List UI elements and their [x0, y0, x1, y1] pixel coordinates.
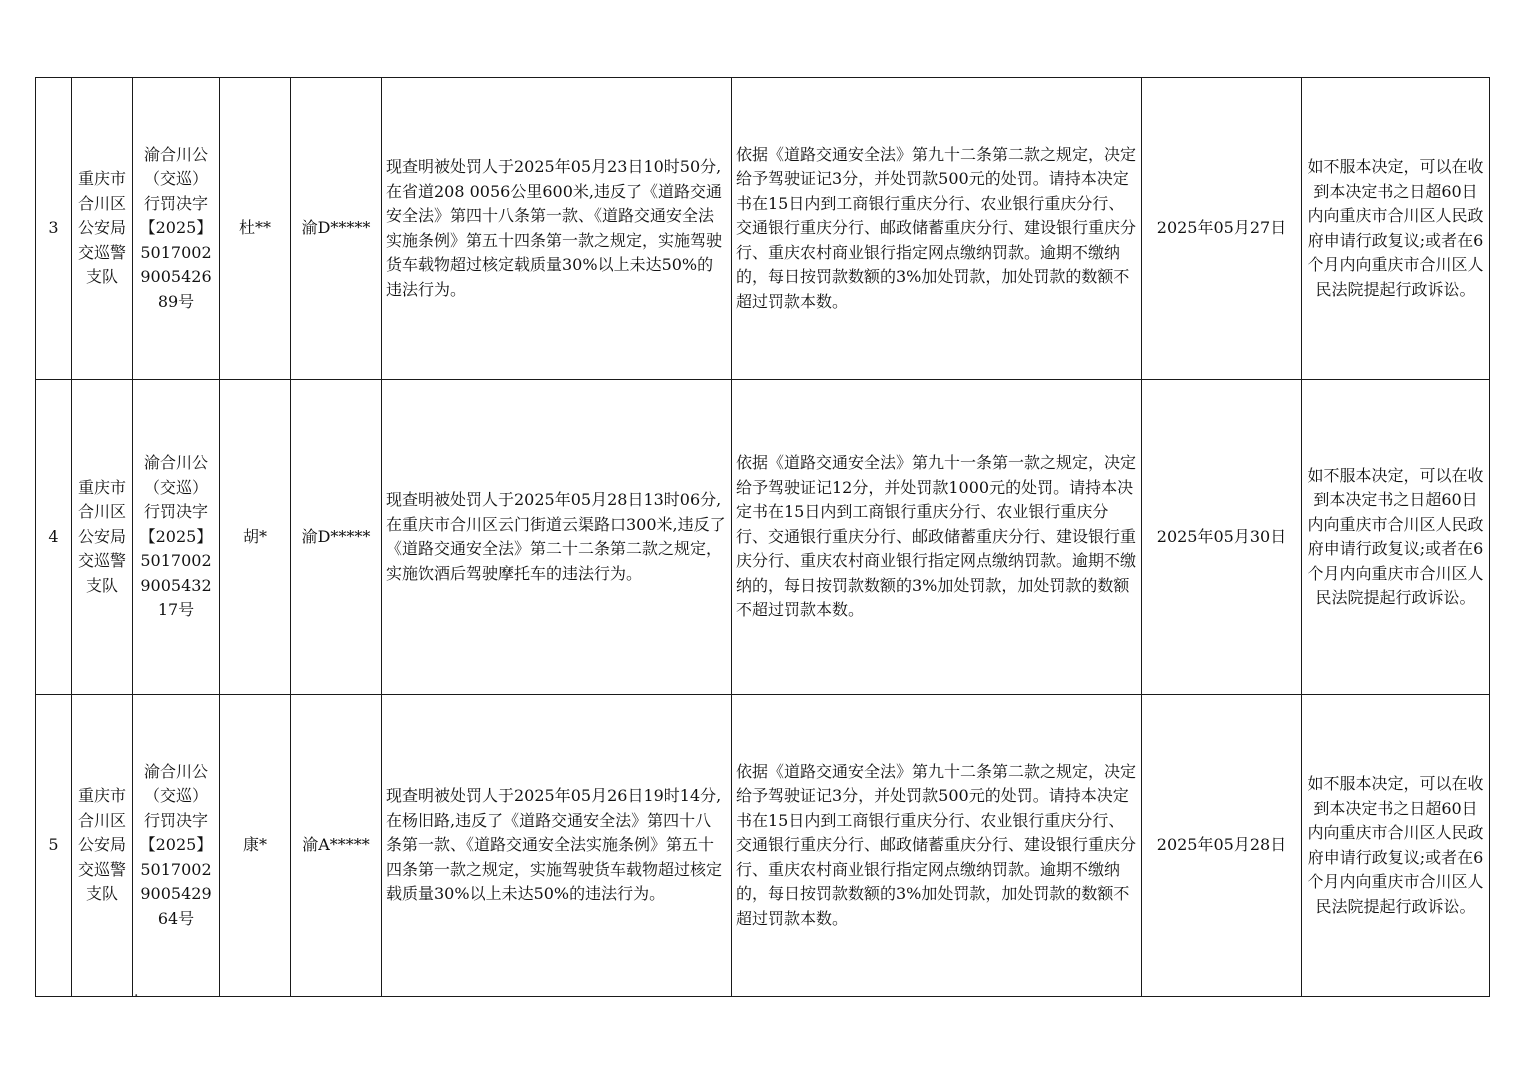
row-index: 5: [36, 695, 72, 997]
legal-remedy-cell: 如不服本决定，可以在收到本决定书之日超60日内向重庆市合川区人民政府申请行政复议;或者在6个月内向重庆市合川区人民法院提起行政诉讼。: [1302, 380, 1490, 695]
row-index: 4: [36, 380, 72, 695]
person-name-cell: 康*: [220, 695, 291, 997]
row-index: 3: [36, 78, 72, 380]
decision-date-cell: 2025年05月27日: [1142, 78, 1302, 380]
document-number-cell: 渝合川公（交巡）行罚决字【2025】5017002900542689号: [133, 78, 220, 380]
decision-date-cell: 2025年05月30日: [1142, 380, 1302, 695]
person-name-cell: 胡*: [220, 380, 291, 695]
table-row: [36, 380, 1490, 695]
plate-number-cell: 渝D*****: [291, 380, 382, 695]
penalty-records-table: [35, 77, 1490, 997]
violation-facts-cell: 现查明被处罚人于2025年05月26日19时14分,在杨旧路,违反了《道路交通安全法》第四十八条第一款、《道路交通安全法实施条例》第五十四条第一款之规定，实施驾驶货车载物超过核定载质量30%以上未达50%的违法行为。: [382, 695, 732, 997]
plate-number-cell: 渝A*****: [291, 695, 382, 997]
table-row: [36, 78, 1490, 380]
penalty-basis-cell: 依据《道路交通安全法》第九十二条第二款之规定，决定给予驾驶证记3分，并处罚款500元的处罚。请持本决定书在15日内到工商银行重庆分行、农业银行重庆分行、交通银行重庆分行、邮政储蓄重庆分行、建设银行重庆分行、重庆农村商业银行指定网点缴纳罚款。逾期不缴纳的，每日按罚款数额的3%加处罚款，加处罚款的数额不超过罚款本数。: [732, 695, 1142, 997]
violation-facts-cell: 现查明被处罚人于2025年05月23日10时50分,在省道208 0056公里600米,违反了《道路交通安全法》第四十八条第一款、《道路交通安全法实施条例》第五十四条第一款之规定，实施驾驶货车载物超过核定载质量30%以上未达50%的违法行为。: [382, 78, 732, 380]
document-number-cell: 渝合川公（交巡）行罚决字【2025】5017002900543217号: [133, 380, 220, 695]
legal-remedy-cell: 如不服本决定，可以在收到本决定书之日超60日内向重庆市合川区人民政府申请行政复议;或者在6个月内向重庆市合川区人民法院提起行政诉讼。: [1302, 78, 1490, 380]
legal-remedy-cell: 如不服本决定，可以在收到本决定书之日超60日内向重庆市合川区人民政府申请行政复议;或者在6个月内向重庆市合川区人民法院提起行政诉讼。: [1302, 695, 1490, 997]
plate-number-cell: 渝D*****: [291, 78, 382, 380]
document-number-cell: 渝合川公（交巡）行罚决字【2025】5017002900542964号: [133, 695, 220, 997]
penalty-basis-cell: 依据《道路交通安全法》第九十一条第一款之规定，决定给予驾驶证记12分，并处罚款1000元的处罚。请持本决定书在15日内到工商银行重庆分行、农业银行重庆分行、交通银行重庆分行、邮政储蓄重庆分行、建设银行重庆分行、重庆农村商业银行指定网点缴纳罚款。逾期不缴纳的，每日按罚款数额的3%加处罚款，加处罚款的数额不超过罚款本数。: [732, 380, 1142, 695]
department-cell: 重庆市合川区公安局交巡警支队: [72, 380, 133, 695]
department-cell: 重庆市合川区公安局交巡警支队: [72, 695, 133, 997]
table-row: [36, 695, 1490, 997]
department-cell: 重庆市合川区公安局交巡警支队: [72, 78, 133, 380]
penalty-basis-cell: 依据《道路交通安全法》第九十二条第二款之规定，决定给予驾驶证记3分，并处罚款500元的处罚。请持本决定书在15日内到工商银行重庆分行、农业银行重庆分行、交通银行重庆分行、邮政储蓄重庆分行、建设银行重庆分行、重庆农村商业银行指定网点缴纳罚款。逾期不缴纳的，每日按罚款数额的3%加处罚款，加处罚款的数额不超过罚款本数。: [732, 78, 1142, 380]
decision-date-cell: 2025年05月28日: [1142, 695, 1302, 997]
footer-mark: .: [134, 984, 139, 1000]
violation-facts-cell: 现查明被处罚人于2025年05月28日13时06分,在重庆市合川区云门街道云渠路口300米,违反了《道路交通安全法》第二十二条第二款之规定，实施饮酒后驾驶摩托车的违法行为。: [382, 380, 732, 695]
person-name-cell: 杜**: [220, 78, 291, 380]
